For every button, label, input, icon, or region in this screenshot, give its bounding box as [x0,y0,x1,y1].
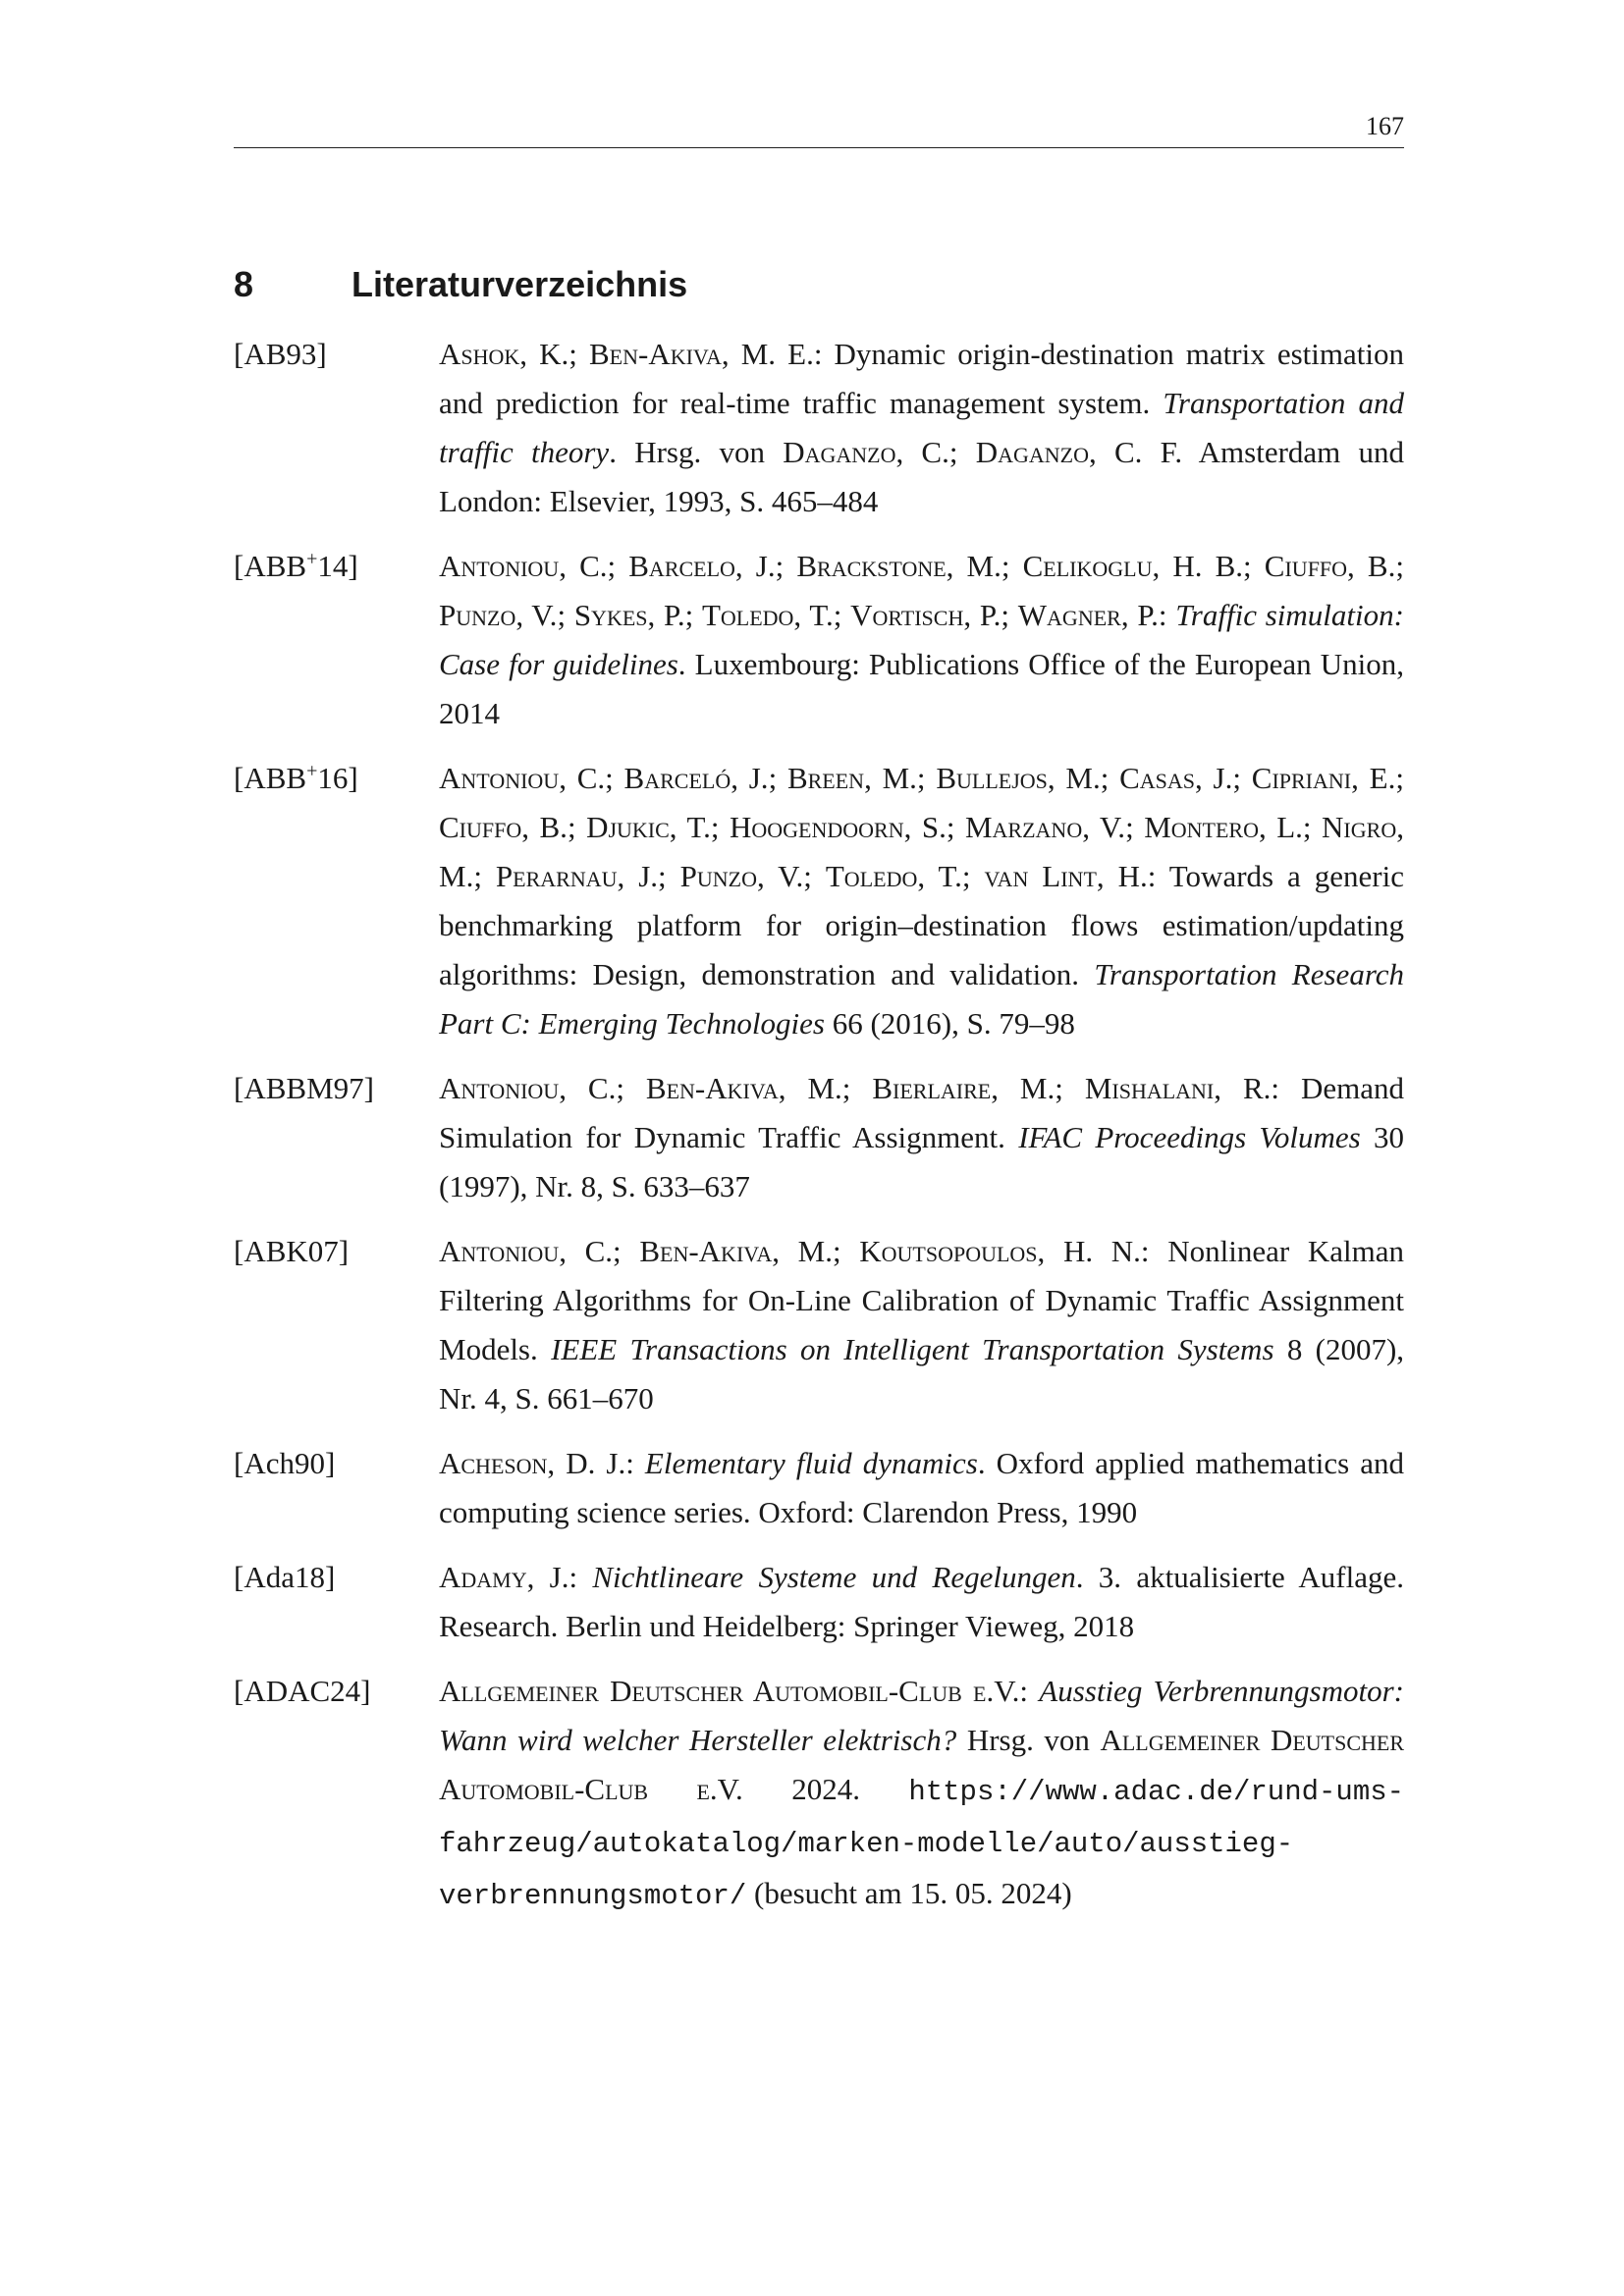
reference-key-base: [ABB [234,761,307,795]
reference-author: Sykes, P. [573,598,685,632]
reference-author: Antoniou, C. [439,1071,617,1105]
reference-author: Koutsopoulos, H. N. [859,1234,1141,1268]
reference-key [234,754,439,1048]
reference-entry [234,330,1404,526]
reference-key-end: 14] [317,549,358,583]
reference-entry [234,1553,1404,1651]
reference-author: Ciuffo, B. [439,810,568,844]
reference-entry [234,542,1404,738]
reference-author: Hoogendoorn, S. [730,810,947,844]
reference-entry [234,1227,1404,1423]
reference-author: Ashok, K. [439,337,569,371]
reference-key: [AB93] [234,337,327,371]
reference-editor: Daganzo, C. [783,435,949,469]
reference-key-sup: + [306,760,318,782]
reference-author: Breen, M. [786,761,917,795]
reference-container: IFAC Proceedings Volumes [1018,1120,1361,1154]
reference-author: Perarnau, J. [495,859,659,893]
reference-title: Ausstieg Verbrennungsmotor: Wann wird welcher Hersteller elektrisch? [439,1674,1404,1757]
reference-author: Antoniou, C. [439,1234,614,1268]
reference-author: Toledo, T. [701,598,834,632]
reference-author: Barcelo, J. [628,549,776,583]
reference-editors-prefix: Hrsg. von [966,1723,1090,1757]
reference-body: Allgemeiner Deutscher Automobil-Club e.V.: Ausstieg Verbrennungsmotor: Wann wird welcher Hersteller elektrisch? Hrsg. von Allgemeiner Deutscher Automobil-Club e.V. 2024. https://www.adac.de/rund-ums-fahrzeug/autokatalog/marken-modelle/auto/ausstieg-verbrennungsmotor/ (besucht am 15. 05. 2024) [439,1674,1405,1912]
reference-author: Ben-Akiva, M. E. [589,337,814,371]
reference-author: Vortisch, P. [850,598,1001,632]
reference-author: Djukic, T. [586,810,711,844]
chapter-title: Literaturverzeichnis [352,264,688,304]
reference-author: Marzano, V. [964,810,1126,844]
reference-author: Montero, L. [1144,810,1303,844]
reference-details: 66 (2016), S. 79–98 [832,1006,1075,1041]
reference-author: Brackstone, M. [796,549,1001,583]
reference-url-link[interactable]: https://www.adac.de/rund-ums-fahrzeug/autokatalog/marken-modelle/auto/ausstieg-verbrennungsmotor/ [439,1776,1405,1912]
reference-details: Amsterdam und London: Elsevier, 1993, S. 465–484 [439,435,1404,518]
reference-details: 3. aktualisierte Auflage. Research. Berlin und Heidelberg: Springer Vieweg, 2018 [439,1560,1404,1643]
reference-title: Dynamic origin-destination matrix estimation and prediction for real-time traffic management system. [439,337,1404,420]
reference-title: Nichtlineare Systeme und Regelungen [592,1560,1076,1594]
reference-details: 8 (2007), Nr. 4, S. 661–670 [439,1332,1405,1415]
reference-author: Antoniou, C. [439,549,608,583]
reference-author: Ben-Akiva, M. [639,1234,833,1268]
reference-author: Barceló, J. [623,761,769,795]
reference-key: [Ada18] [234,1560,336,1594]
reference-body: Antoniou, C.; Barceló, J.; Breen, M.; Bullejos, M.; Casas, J.; Cipriani, E.; Ciuffo, B.; Djukic, T.; Hoogendoorn, S.; Marzano, V.; Montero, L.; Nigro, M.; Perarnau, J.; Punzo, V.; Toledo, T.; van Lint, H.: Towards a generic benchmarking platform for origin–destination flows estimation/updating algorithms: Design, demonstration and validation. Transportation Research Part C: Emerging Technologies 66 (2016), S. 79–98 [439,761,1404,1041]
reference-author: Punzo, V. [439,598,558,632]
reference-key: [Ach90] [234,1446,336,1480]
page-number: 167 [1366,112,1404,140]
reference-container: Transportation Research Part C: Emerging Technologies [439,957,1404,1041]
reference-author: Punzo, V. [679,859,804,893]
reference-entry [234,754,1404,1048]
reference-details: Oxford applied mathematics and computing science series. Oxford: Clarendon Press, 1990 [439,1446,1405,1529]
reference-body: Acheson, D. J.: Elementary fluid dynamics. Oxford applied mathematics and computing science series. Oxford: Clarendon Press, 1990 [439,1446,1405,1529]
reference-body: Antoniou, C.; Ben-Akiva, M.; Koutsopoulos, H. N.: Nonlinear Kalman Filtering Algorithms for On-Line Calibration of Dynamic Traffic Assignment Models. IEEE Transactions on Intelligent Transportation Systems 8 (2007), Nr. 4, S. 661–670 [439,1234,1405,1415]
reference-author: van Lint, H. [984,859,1148,893]
reference-editor: Allgemeiner Deutscher Automobil-Club e.V. [439,1723,1405,1806]
reference-entry [234,1439,1404,1537]
reference-author: Toledo, T. [825,859,962,893]
reference-key-end: 16] [317,761,358,795]
reference-key: [ABK07] [234,1234,350,1268]
reference-details: 30 (1997), Nr. 8, S. 633–637 [439,1120,1405,1203]
reference-author: Cipriani, E. [1251,761,1396,795]
reference-key-sup: + [306,548,318,570]
reference-container: Transportation and traffic theory [439,386,1405,469]
reference-author: Nigro, M. [439,810,1404,893]
reference-body: Adamy, J.: Nichtlineare Systeme und Regelungen. 3. aktualisierte Auflage. Research. Berlin und Heidelberg: Springer Vieweg, 2018 [439,1560,1404,1643]
reference-title: Towards a generic benchmarking platform for origin–destination flows estimation/updating algorithms: Design, demonstration and validation. [439,859,1404,991]
reference-author: Bierlaire, M. [872,1071,1056,1105]
reference-title: Demand Simulation for Dynamic Traffic Assignment. [439,1071,1404,1154]
reference-key-base: [ABB [234,549,307,583]
reference-title: Traffic simulation: Case for guidelines [439,598,1404,681]
reference-author: Celikoglu, H. B. [1022,549,1244,583]
chapter-number: 8 [234,264,254,304]
reference-editors-prefix: Hrsg. von [634,435,765,469]
reference-author: Casas, J. [1119,761,1233,795]
reference-key [234,542,439,738]
chapter-heading [234,263,687,306]
reference-visited: (besucht am 15. 05. 2024) [754,1876,1072,1910]
reference-author: Allgemeiner Deutscher Automobil-Club e.V. [439,1674,1020,1708]
reference-author: Acheson, D. J. [439,1446,626,1480]
reference-author: Adamy, J. [439,1560,569,1594]
header-rule [234,147,1404,148]
reference-details: 2024. [791,1772,860,1806]
reference-body: Antoniou, C.; Barcelo, J.; Brackstone, M.; Celikoglu, H. B.; Ciuffo, B.; Punzo, V.; Sykes, P.; Toledo, T.; Vortisch, P.; Wagner, P.: Traffic simulation: Case for guidelines. Luxembourg: Publications Office of the European Union, 2014 [439,549,1404,730]
reference-author: Bullejos, M. [936,761,1101,795]
reference-list [234,330,1404,1937]
reference-author: Ben-Akiva, M. [645,1071,842,1105]
reference-body: Antoniou, C.; Ben-Akiva, M.; Bierlaire, M.; Mishalani, R.: Demand Simulation for Dynamic Traffic Assignment. IFAC Proceedings Volumes 30 (1997), Nr. 8, S. 633–637 [439,1071,1405,1203]
reference-author: Ciuffo, B. [1264,549,1396,583]
reference-title: Nonlinear Kalman Filtering Algorithms for On-Line Calibration of Dynamic Traffic Assignment Models. [439,1234,1404,1366]
reference-details: Luxembourg: Publications Office of the European Union, 2014 [439,647,1404,730]
reference-body: Ashok, K.; Ben-Akiva, M. E.: Dynamic origin-destination matrix estimation and prediction for real-time traffic management system. Transportation and traffic theory. Hrsg. von Daganzo, C.; Daganzo, C. F. Amsterdam und London: Elsevier, 1993, S. 465–484 [439,337,1405,518]
reference-key: [ABBM97] [234,1071,374,1105]
reference-container: IEEE Transactions on Intelligent Transportation Systems [551,1332,1274,1366]
reference-title: Elementary fluid dynamics [644,1446,978,1480]
reference-entry [234,1064,1404,1211]
reference-author: Mishalani, R. [1084,1071,1272,1105]
reference-key: [ADAC24] [234,1674,371,1708]
reference-author: Wagner, P. [1017,598,1159,632]
reference-author: Antoniou, C. [439,761,606,795]
reference-entry [234,1667,1404,1921]
reference-editor: Daganzo, C. F. [975,435,1183,469]
